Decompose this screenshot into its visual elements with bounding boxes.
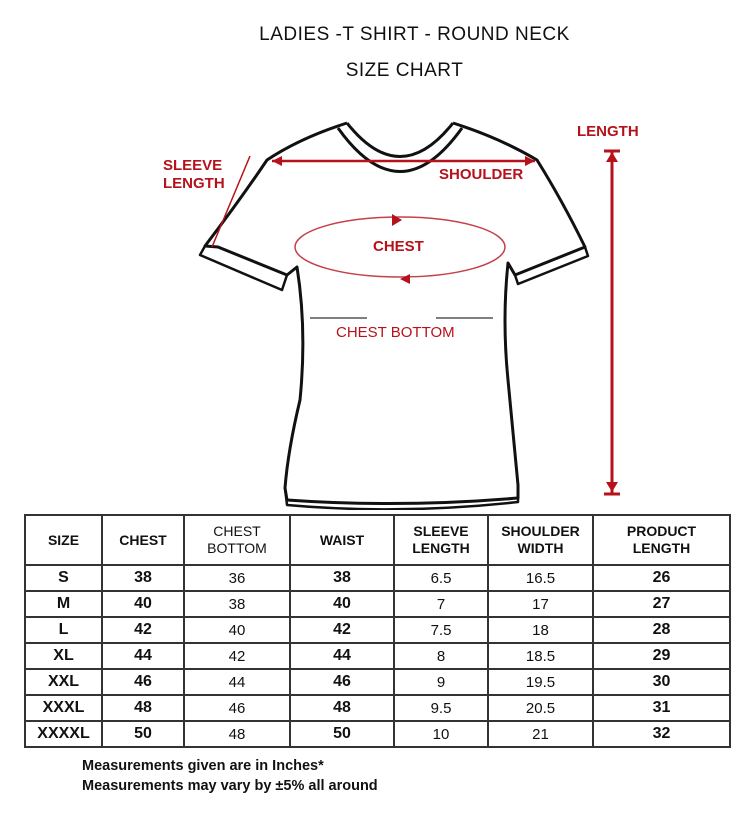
table-cell: 10 — [394, 721, 488, 747]
note-variance: Measurements may vary by ±5% all around — [82, 778, 378, 794]
table-row — [25, 643, 730, 669]
shoulder-label: SHOULDER — [439, 166, 524, 183]
header-product-length: PRODUCT LENGTH — [593, 515, 730, 565]
table-cell: 7.5 — [394, 617, 488, 643]
header-chest-bottom: CHEST BOTTOM — [184, 515, 290, 565]
table-cell: 20.5 — [488, 695, 593, 721]
header-chest: CHEST — [102, 515, 184, 565]
header-shoulder-width: SHOULDER WIDTH — [488, 515, 593, 565]
table-row — [25, 669, 730, 695]
table-cell: 36 — [184, 565, 290, 591]
table-cell: 48 — [102, 695, 184, 721]
size-table — [24, 514, 731, 748]
table-cell: 18.5 — [488, 643, 593, 669]
table-cell: XXXL — [25, 695, 102, 721]
table-cell: 44 — [184, 669, 290, 695]
table-cell: 50 — [290, 721, 394, 747]
table-cell: 21 — [488, 721, 593, 747]
header-size: SIZE — [25, 515, 102, 565]
sleeve-label-line2: LENGTH — [163, 175, 225, 192]
table-row — [25, 721, 730, 747]
table-cell: 46 — [290, 669, 394, 695]
header-sleeve-length: SLEEVE LENGTH — [394, 515, 488, 565]
table-cell: L — [25, 617, 102, 643]
table-cell: 44 — [290, 643, 394, 669]
table-cell: 32 — [593, 721, 730, 747]
table-cell: 7 — [394, 591, 488, 617]
chart-subtitle: SIZE CHART — [345, 60, 464, 81]
chest-label: CHEST — [373, 238, 424, 255]
table-cell: 30 — [593, 669, 730, 695]
table-cell: 44 — [102, 643, 184, 669]
sleeve-length-label — [163, 157, 225, 193]
table-cell: 48 — [184, 721, 290, 747]
table-row — [25, 565, 730, 591]
tshirt-collar — [338, 123, 462, 172]
chest-bottom-label: CHEST BOTTOM — [336, 324, 455, 341]
table-cell: 31 — [593, 695, 730, 721]
table-row — [25, 591, 730, 617]
measurement-notes — [82, 756, 378, 796]
table-row — [25, 695, 730, 721]
table-cell: 46 — [184, 695, 290, 721]
table-cell: 16.5 — [488, 565, 593, 591]
table-cell: 28 — [593, 617, 730, 643]
table-cell: 9.5 — [394, 695, 488, 721]
table-cell: 40 — [102, 591, 184, 617]
table-cell: 6.5 — [394, 565, 488, 591]
chart-title: LADIES -T SHIRT - ROUND NECK — [259, 24, 570, 45]
table-cell: XL — [25, 643, 102, 669]
table-cell: 9 — [394, 669, 488, 695]
table-cell: 42 — [102, 617, 184, 643]
table-cell: 17 — [488, 591, 593, 617]
table-header-row — [25, 515, 730, 565]
table-cell: 42 — [184, 643, 290, 669]
table-cell: XXXXL — [25, 721, 102, 747]
table-cell: 48 — [290, 695, 394, 721]
table-cell: 50 — [102, 721, 184, 747]
table-cell: 19.5 — [488, 669, 593, 695]
table-cell: 40 — [290, 591, 394, 617]
table-cell: XXL — [25, 669, 102, 695]
table-cell: M — [25, 591, 102, 617]
table-cell: 42 — [290, 617, 394, 643]
tshirt-outline — [205, 123, 585, 504]
table-cell: 38 — [290, 565, 394, 591]
table-cell: 18 — [488, 617, 593, 643]
table-cell: 26 — [593, 565, 730, 591]
table-cell: 38 — [102, 565, 184, 591]
table-cell: 8 — [394, 643, 488, 669]
sleeve-label-line1: SLEEVE — [163, 157, 223, 174]
table-cell: 40 — [184, 617, 290, 643]
header-waist: WAIST — [290, 515, 394, 565]
table-cell: 27 — [593, 591, 730, 617]
table-cell: 38 — [184, 591, 290, 617]
table-cell: 29 — [593, 643, 730, 669]
table-cell: 46 — [102, 669, 184, 695]
table-cell: S — [25, 565, 102, 591]
length-label: LENGTH — [577, 123, 639, 140]
table-row — [25, 617, 730, 643]
note-units: Measurements given are in Inches* — [82, 758, 324, 774]
